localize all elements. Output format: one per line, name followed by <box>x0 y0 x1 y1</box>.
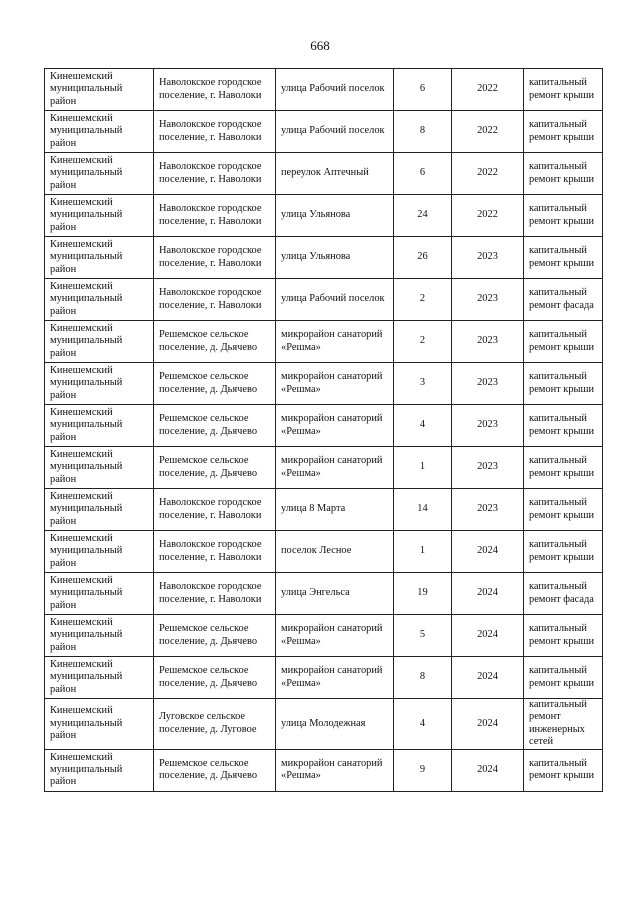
year-cell: 2024 <box>452 657 524 699</box>
year-cell: 2022 <box>452 69 524 111</box>
house-number-cell: 6 <box>394 153 452 195</box>
work-type-cell: капитальный ремонт крыши <box>524 657 603 699</box>
work-type-cell: капитальный ремонт фасада <box>524 573 603 615</box>
table-row <box>45 699 603 750</box>
year-cell: 2022 <box>452 111 524 153</box>
table-row <box>45 279 603 321</box>
house-number-cell: 1 <box>394 531 452 573</box>
table-row <box>45 531 603 573</box>
work-type-cell: капитальный ремонт крыши <box>524 615 603 657</box>
settlement-cell: Решемское сельское поселение, д. Дьячево <box>154 615 276 657</box>
district-cell: Кинешемский муниципальный район <box>45 237 154 279</box>
street-cell: переулок Аптечный <box>276 153 394 195</box>
street-cell: улица Ульянова <box>276 195 394 237</box>
work-type-cell: капитальный ремонт крыши <box>524 195 603 237</box>
table-row <box>45 615 603 657</box>
table-row <box>45 195 603 237</box>
district-cell: Кинешемский муниципальный район <box>45 489 154 531</box>
district-cell: Кинешемский муниципальный район <box>45 447 154 489</box>
district-cell: Кинешемский муниципальный район <box>45 699 154 750</box>
year-cell: 2023 <box>452 489 524 531</box>
street-cell: улица 8 Марта <box>276 489 394 531</box>
work-type-cell: капитальный ремонт фасада <box>524 279 603 321</box>
house-number-cell: 3 <box>394 363 452 405</box>
table-row <box>45 573 603 615</box>
work-type-cell: капитальный ремонт крыши <box>524 153 603 195</box>
settlement-cell: Наволокское городское поселение, г. Наволоки <box>154 489 276 531</box>
page-number: 668 <box>310 38 330 53</box>
street-cell: микрорайон санаторий «Решма» <box>276 447 394 489</box>
table-row <box>45 69 603 111</box>
district-cell: Кинешемский муниципальный район <box>45 657 154 699</box>
district-cell: Кинешемский муниципальный район <box>45 749 154 791</box>
work-type-cell: капитальный ремонт инженерных сетей <box>524 699 603 750</box>
settlement-cell: Наволокское городское поселение, г. Наволоки <box>154 531 276 573</box>
year-cell: 2023 <box>452 321 524 363</box>
settlement-cell: Наволокское городское поселение, г. Наволоки <box>154 153 276 195</box>
district-cell: Кинешемский муниципальный район <box>45 111 154 153</box>
work-type-cell: капитальный ремонт крыши <box>524 405 603 447</box>
work-type-cell: капитальный ремонт крыши <box>524 749 603 791</box>
table-row <box>45 405 603 447</box>
work-type-cell: капитальный ремонт крыши <box>524 321 603 363</box>
settlement-cell: Решемское сельское поселение, д. Дьячево <box>154 657 276 699</box>
street-cell: улица Ульянова <box>276 237 394 279</box>
settlement-cell: Решемское сельское поселение, д. Дьячево <box>154 321 276 363</box>
house-number-cell: 1 <box>394 447 452 489</box>
street-cell: микрорайон санаторий «Решма» <box>276 749 394 791</box>
district-cell: Кинешемский муниципальный район <box>45 405 154 447</box>
year-cell: 2023 <box>452 447 524 489</box>
settlement-cell: Решемское сельское поселение, д. Дьячево <box>154 363 276 405</box>
house-number-cell: 4 <box>394 405 452 447</box>
house-number-cell: 2 <box>394 279 452 321</box>
table-row <box>45 363 603 405</box>
house-number-cell: 2 <box>394 321 452 363</box>
house-number-cell: 5 <box>394 615 452 657</box>
house-number-cell: 19 <box>394 573 452 615</box>
street-cell: микрорайон санаторий «Решма» <box>276 363 394 405</box>
table-row <box>45 111 603 153</box>
house-number-cell: 14 <box>394 489 452 531</box>
settlement-cell: Наволокское городское поселение, г. Наволоки <box>154 573 276 615</box>
table-row <box>45 321 603 363</box>
district-cell: Кинешемский муниципальный район <box>45 531 154 573</box>
settlement-cell: Наволокское городское поселение, г. Наволоки <box>154 279 276 321</box>
street-cell: улица Рабочий поселок <box>276 279 394 321</box>
settlement-cell: Наволокское городское поселение, г. Наволоки <box>154 195 276 237</box>
district-cell: Кинешемский муниципальный район <box>45 195 154 237</box>
house-number-cell: 24 <box>394 195 452 237</box>
year-cell: 2024 <box>452 749 524 791</box>
district-cell: Кинешемский муниципальный район <box>45 363 154 405</box>
district-cell: Кинешемский муниципальный район <box>45 279 154 321</box>
table-row <box>45 447 603 489</box>
street-cell: поселок Лесное <box>276 531 394 573</box>
settlement-cell: Наволокское городское поселение, г. Наволоки <box>154 69 276 111</box>
settlement-cell: Наволокское городское поселение, г. Наволоки <box>154 237 276 279</box>
street-cell: микрорайон санаторий «Решма» <box>276 321 394 363</box>
work-type-cell: капитальный ремонт крыши <box>524 237 603 279</box>
repair-schedule-table <box>44 68 603 792</box>
house-number-cell: 6 <box>394 69 452 111</box>
work-type-cell: капитальный ремонт крыши <box>524 111 603 153</box>
year-cell: 2024 <box>452 573 524 615</box>
street-cell: микрорайон санаторий «Решма» <box>276 405 394 447</box>
district-cell: Кинешемский муниципальный район <box>45 69 154 111</box>
year-cell: 2023 <box>452 405 524 447</box>
year-cell: 2022 <box>452 153 524 195</box>
house-number-cell: 4 <box>394 699 452 750</box>
work-type-cell: капитальный ремонт крыши <box>524 69 603 111</box>
settlement-cell: Решемское сельское поселение, д. Дьячево <box>154 749 276 791</box>
settlement-cell: Решемское сельское поселение, д. Дьячево <box>154 447 276 489</box>
table-row <box>45 237 603 279</box>
house-number-cell: 9 <box>394 749 452 791</box>
year-cell: 2023 <box>452 363 524 405</box>
year-cell: 2024 <box>452 615 524 657</box>
street-cell: улица Энгельса <box>276 573 394 615</box>
work-type-cell: капитальный ремонт крыши <box>524 363 603 405</box>
year-cell: 2023 <box>452 237 524 279</box>
house-number-cell: 8 <box>394 657 452 699</box>
district-cell: Кинешемский муниципальный район <box>45 153 154 195</box>
district-cell: Кинешемский муниципальный район <box>45 615 154 657</box>
year-cell: 2024 <box>452 699 524 750</box>
table-row <box>45 657 603 699</box>
year-cell: 2022 <box>452 195 524 237</box>
street-cell: улица Молодежная <box>276 699 394 750</box>
settlement-cell: Решемское сельское поселение, д. Дьячево <box>154 405 276 447</box>
work-type-cell: капитальный ремонт крыши <box>524 489 603 531</box>
street-cell: улица Рабочий поселок <box>276 69 394 111</box>
year-cell: 2024 <box>452 531 524 573</box>
district-cell: Кинешемский муниципальный район <box>45 573 154 615</box>
work-type-cell: капитальный ремонт крыши <box>524 447 603 489</box>
work-type-cell: капитальный ремонт крыши <box>524 531 603 573</box>
settlement-cell: Луговское сельское поселение, д. Луговое <box>154 699 276 750</box>
table-row <box>45 489 603 531</box>
table-row <box>45 749 603 791</box>
district-cell: Кинешемский муниципальный район <box>45 321 154 363</box>
house-number-cell: 26 <box>394 237 452 279</box>
year-cell: 2023 <box>452 279 524 321</box>
street-cell: микрорайон санаторий «Решма» <box>276 657 394 699</box>
settlement-cell: Наволокское городское поселение, г. Наволоки <box>154 111 276 153</box>
street-cell: улица Рабочий поселок <box>276 111 394 153</box>
street-cell: микрорайон санаторий «Решма» <box>276 615 394 657</box>
house-number-cell: 8 <box>394 111 452 153</box>
table-row <box>45 153 603 195</box>
